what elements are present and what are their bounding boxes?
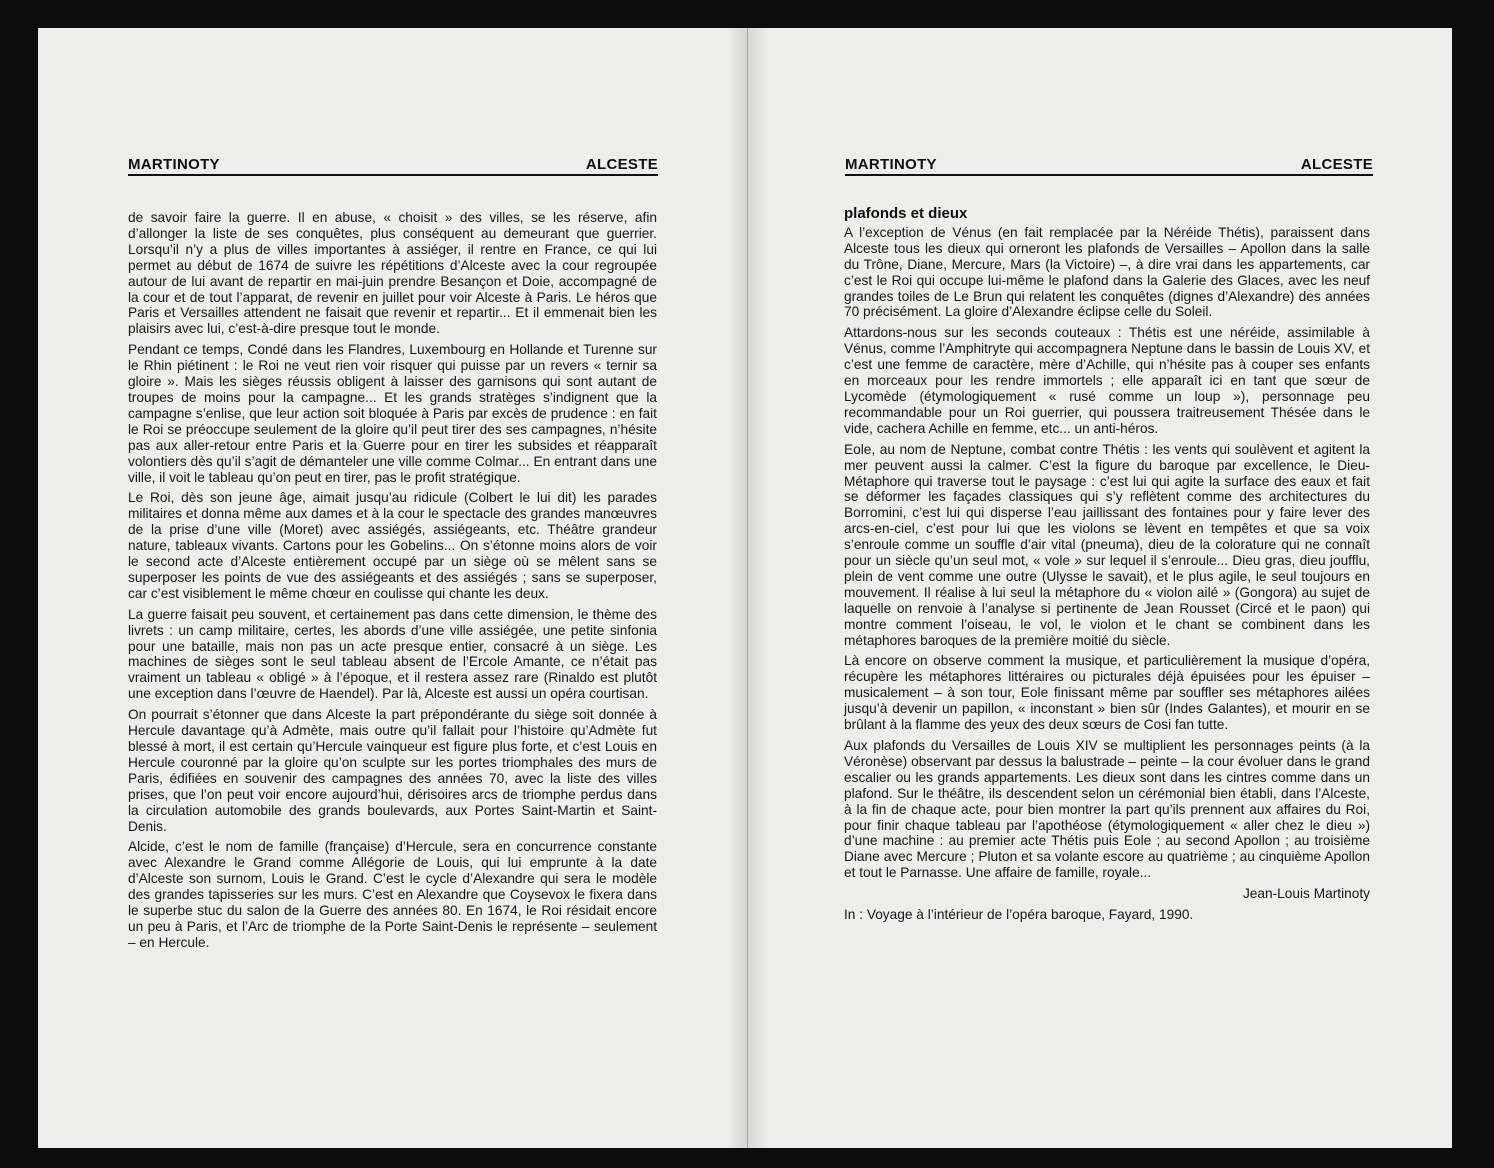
paragraph: On pourrait s’étonner que dans Alceste la part prépondérante du siège soit donnée à Hercule davantage qu’à Admète, mais outre qu’il fallait pour l’histoire qu’Admète fut blessé à mort, il est certain qu’Hercule vainqueur est figure plus forte, et c’est Louis en Hercule couronné par la gloire qu’on sculpte sur les portes triomphales des murs de Paris, édifiées en souvenir des campagnes des années 70, avec la liste des villes prises, que l’on peut voir encore aujourd’hui, dérisoires arcs de triomphe perdus dans la circulation automobile des grands boulevards, aux Portes Saint-Martin et Saint-Denis.: [128, 707, 657, 834]
paragraph: Aux plafonds du Versailles de Louis XIV se multiplient les personnages peints (à la Véronèse) observant par dessus la balustrade – peinte – la cour évoluer dans le grand escalier ou les grands appartements. Les dieux sont dans les cintres comme dans un plafond. Sur le théâtre, ils descendent selon un cérémonial bien établi, dans l’Alceste, à la fin de chaque acte, pour bien montrer la part qu’ils prennent aux affaires du Roi, pour finir chaque tableau par l’apothéose (étymologiquement « aller chez le dieu ») d’une machine : au premier acte Thétis puis Eole ; au second Apollon ; au troisième Diane avec Mercure ; Pluton et sa volante escore au quatrième ; au cinquième Apollon et tout le Parnasse. Une affaire de famille, royale...: [844, 738, 1370, 881]
paragraph: Là encore on observe comment la musique, et particulièrement la musique d’opéra, récupère les métaphores littéraires ou picturales déjà épuisées pour les épuiser – musicalement – à son tour, Eole finissant même par souffler ses métaphores ailées jusqu’à devenir un papillon, « inconstant » bien sûr (Indes Galantes), et mourir en se brûlant à la flamme des yeux des deux sœurs de Cosi fan tutte.: [844, 653, 1370, 733]
source-citation: In : Voyage à l’intérieur de l’opéra baroque, Fayard, 1990.: [844, 907, 1194, 923]
paragraph: Le Roi, dès son jeune âge, aimait jusqu’au ridicule (Colbert le lui dit) les parades militaires et donna même aux dames et à la cour le spectacle des grandes manœuvres de la prise d’une ville (Moret) avec assiégés, assiégeants, etc. Théâtre grandeur nature, tableaux vivants. Cartons pour les Gobelins... On s’étonne moins alors de voir le second acte d’Alceste entièrement occupé par un siège où se mêlent sans se superposer les points de vue des assiégeants et des assiégés ; sans se superposer, car c’est visiblement le même chœur en coulisse qui chante les deux.: [128, 490, 657, 601]
paragraph: de savoir faire la guerre. Il en abuse, « choisit » des villes, se les réserve, afin d’allonger la liste de ses conquêtes, plus conséquent au demeurant que guerrier. Lorsqu’il n’y a plus de villes importantes à assiéger, il rentre en France, ce qui lui permet au début de 1674 de suivre les répétitions d’Alceste avec la cour regroupée autour de lui avant de repartir en mai-juin prendre Besançon et Doie, accompagné de la cour et de tout l’apparat, de revenir en juillet pour voir Alceste à Paris. Le héros que Paris et Versailles attendent ne faisait que revenir et repartir... Et il emmenait bien les plaisirs avec lui, c’est-à-dire presque tout le monde.: [128, 210, 657, 337]
section-title: plafonds et dieux: [844, 205, 968, 222]
right-page: [748, 28, 1452, 1148]
header-title: ALCESTE: [585, 156, 658, 173]
header-author: MARTINOTY: [128, 156, 220, 173]
header-title: ALCESTE: [1300, 156, 1373, 173]
running-header: [845, 154, 1373, 176]
paragraph: Eole, au nom de Neptune, combat contre Thétis : les vents qui soulèvent et agitent la mer peuvent aussi la calmer. C’est la figure du baroque par excellence, le Dieu-Métaphore qui traverse tout le paysage : c’est lui qui agite la surface des eaux et fait se déformer les façades classiques qui s’y reflètent comme des architectures du Borromini, c’est lui qui disperse l’eau jaillissant des fontaines pour y faire lever des arcs-en-ciel, c’est pour lui que les violons se lèvent en tempêtes et que sa voix s’enroule comme un souffle d’air vital (pneuma), dieu de la colorature qui ne connaît pour un siècle qu’un seul mot, « vole » sur lequel il s’enroule... Dieu gras, dieu joufflu, plein de vent comme une outre (Ulysse le savait), et le plus agile, le seul toujours en mouvement. Il réalise à lui seul la métaphore du « violon ailé » (Gongora) au sujet de laquelle on renvoie à l’analyse si pertinente de Jean Rousset (Circé et le paon) qui montre comment l’oiseau, le vol, le violon et le chant se combinent dans les métaphores baroques de la première moitié du siècle.: [844, 441, 1370, 648]
paragraph: Pendant ce temps, Condé dans les Flandres, Luxembourg en Hollande et Turenne sur le Rhin piétinent : le Roi ne veut rien voir risquer qui puisse par un revers « ternir sa gloire ». Mais les sièges réussis obligent à laisser des garnisons qui sont autant de troupes de moins pour la campagne... Et les grands stratèges s’indignent que la campagne s’enlise, que leur action soit bloquée à Paris par excès de prudence : en fait le Roi se préoccupe seulement de la gloire qu’il peut tirer des ses campagnes, n’hésite pas aux aller-retour entre Paris et la Guerre pour en tirer les subsides et réapparaît volontiers dès qu’il s’agit de démanteler une ville comme Colmar... En entrant dans une ville, il voit le tableau qu’on peut en tirer, pas le profit stratégique.: [128, 342, 657, 485]
header-author: MARTINOTY: [845, 156, 937, 173]
right-body-text: [844, 206, 1370, 928]
running-header: [128, 154, 658, 176]
paragraph: Attardons-nous sur les seconds couteaux : Thétis est une néréide, assimilable à Vénus, comme l’Amphitryte qui accompagnera Neptune dans le bassin de Louis XV, et c’est une femme de caractère, mère d’Achille, qui n’hésite pas à couper ses enfants en morceaux pour les rendre immortels ; elle apparaît ici en tant que sœur de Lycomède (étymologiquement « rusé comme un loup »), personnage peu recommandable pour un Roi guerrier, qui poussera traitreusement Thésée dans le vide, cachera Achille en femme, etc... un anti-héros.: [844, 325, 1370, 436]
paragraph: Alcide, c’est le nom de famille (française) d’Hercule, sera en concurrence constante avec Alexandre le Grand comme Allégorie de Louis, qui lui emprunte à la date d’Alceste son surnom, Louis le Grand. C’est le cycle d’Alexandre qui sera le modèle des grandes tapisseries sur les murs. C’est en Alexandre que Coysevox le fixera dans le superbe stuc du salon de la Guerre des années 80. En 1674, le Roi résidait encore un peu à Paris, et l’Arc de triomphe de la Porte Saint-Denis le représente – seulement – en Hercule.: [128, 839, 657, 950]
left-body-text: [128, 210, 657, 956]
paragraph: La guerre faisait peu souvent, et certainement pas dans cette dimension, le thème des livrets : un camp militaire, certes, les abords d’une ville assiégée, une petite sinfonia pour une bataille, mais non pas un acte presque entier, consacré à un siège. Les machines de sièges sont le seul tableau absent de l’Ercole Amante, ce n’était pas vraiment un tableau « obligé » à l’époque, et il restera assez rare (Rinaldo est plutôt une exception dans l’œuvre de Haendel). Par là, Alceste est aussi un opéra courtisan.: [128, 606, 657, 702]
author-signature: Jean-Louis Martinoty: [1242, 886, 1370, 902]
paragraph: A l’exception de Vénus (en fait remplacée par la Néréide Thétis), paraissent dans Alceste tous les dieux qui orneront les plafonds de Versailles – Apollon dans la salle du Trône, Diane, Mercure, Mars (la Victoire) –, à dire vrai dans les appartements, car c’est le Roi qui occupe lui-même le plafond dans la Galerie des Glaces, avec les neuf grandes toiles de Le Brun qui relatent les conquêtes (dignes d’Alexandre) des années 70 précisément. La gloire d’Alexandre éclipse celle du Soleil.: [844, 224, 1370, 320]
left-page: [38, 28, 748, 1148]
